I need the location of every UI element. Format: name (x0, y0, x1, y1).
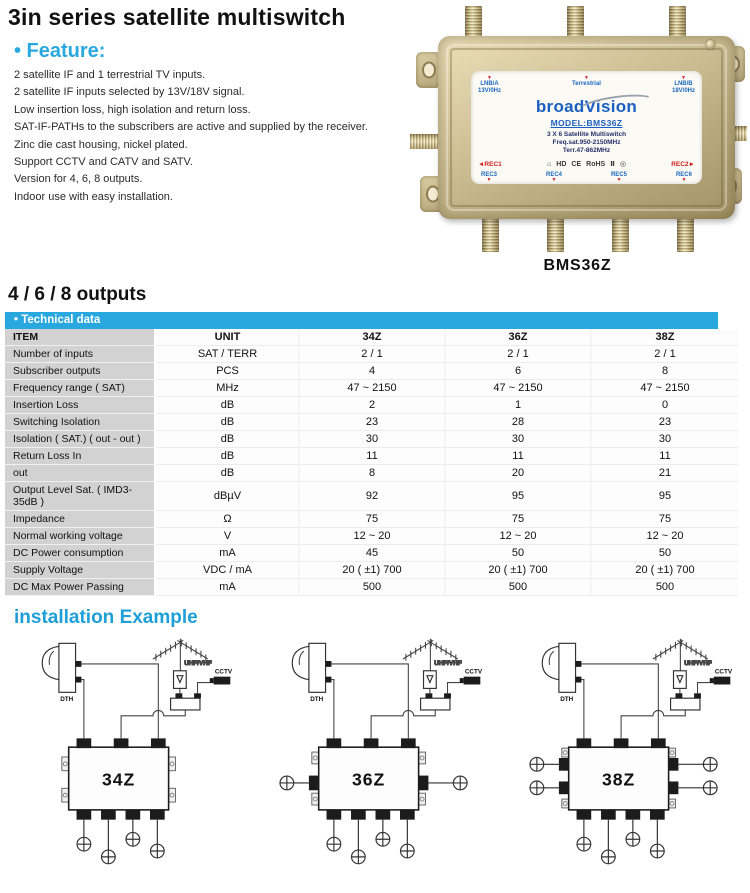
cert-mark-icon: ⌂ (547, 160, 552, 168)
model-text: MODEL:BMS36Z (550, 118, 623, 128)
technical-data-bar (5, 312, 718, 329)
spec-value-cell: 75 (592, 511, 738, 528)
arrow-down-icon: ▼ (584, 75, 589, 81)
top-section (0, 4, 750, 280)
device-description (478, 131, 695, 155)
port-text: Terrestrial (572, 81, 601, 87)
spec-value-cell: MHz (157, 380, 300, 397)
feature-item: 2 satellite IF inputs selected by 13V/18V signal. (14, 86, 245, 99)
spec-value-cell: 1 (446, 397, 592, 414)
screw-icon (706, 40, 715, 49)
feature-item: 2 satellite IF and 1 terrestrial TV inputs. (14, 69, 206, 81)
spec-row (5, 448, 738, 465)
spec-row (5, 528, 738, 545)
spec-row (5, 363, 738, 380)
spec-value-cell: 12 ~ 20 (592, 528, 738, 545)
multiswitch-box (309, 738, 429, 819)
spec-value-cell: 30 (300, 431, 446, 448)
spec-value-cell: 92 (300, 482, 446, 511)
rec-mid-row (478, 160, 695, 168)
spec-item-cell: DC Power consumption (5, 545, 157, 562)
spec-value-cell: 12 ~ 20 (446, 528, 592, 545)
cert-mark-icon: RoHS (586, 160, 606, 168)
combiner (421, 693, 451, 710)
dth-dish-icon (292, 643, 331, 703)
spec-value-cell: 500 (300, 579, 446, 596)
spec-item-cell: Supply Voltage (5, 562, 157, 579)
spec-value-cell: 47 ~ 2150 (446, 380, 592, 397)
spec-row (5, 380, 738, 397)
installation-diagrams (0, 629, 750, 881)
cctv-camera-icon (460, 669, 483, 685)
rec1-label: ◄REC1 (478, 160, 502, 168)
page-title: 3in series satellite multiswitch (8, 4, 346, 30)
arrow-down-icon: ▼ (681, 75, 686, 81)
spec-value-cell: dB (157, 448, 300, 465)
desc-line: 3 X 6 Satellite Multiswitch (546, 131, 627, 138)
column-header: UNIT (157, 329, 300, 346)
arrow-down-icon: ▼ (487, 75, 492, 81)
spec-value-cell: 8 (300, 465, 446, 482)
spec-value-cell: PCS (157, 363, 300, 380)
product-photo (410, 6, 745, 275)
spec-item-cell: Insertion Loss (5, 397, 157, 414)
spec-value-cell: V (157, 528, 300, 545)
spec-value-cell: 4 (300, 363, 446, 380)
cert-mark-icon: Ⅱ (610, 161, 615, 168)
f-connector-top (465, 6, 482, 40)
port-label-terrestrial (572, 76, 601, 95)
cctv-label: CCTV (464, 668, 483, 676)
spec-value-cell: Ω (157, 511, 300, 528)
f-connector-top (567, 6, 584, 40)
spec-value-cell: VDC / mA (157, 562, 300, 579)
rec-port-label: REC4 ▼ (545, 172, 562, 183)
diagram-36z (256, 631, 496, 881)
combiner (671, 693, 701, 710)
f-connector-bottom (547, 215, 564, 252)
spec-table-body (5, 346, 738, 596)
column-header: 36Z (446, 329, 592, 346)
port-text: LNB/B (674, 81, 693, 87)
spec-value-cell: SAT / TERR (157, 346, 300, 363)
spec-table (5, 329, 738, 596)
feature-item: Low insertion loss, high isolation and return loss. (14, 103, 251, 116)
spec-value-cell: 2 (300, 397, 446, 414)
spec-value-cell: 30 (446, 431, 592, 448)
column-header: 38Z (592, 329, 738, 346)
spec-value-cell: 95 (446, 482, 592, 511)
spec-row (5, 465, 738, 482)
spec-item-cell: Frequency range ( SAT) (5, 380, 157, 397)
cert-marks (547, 160, 626, 168)
desc-line: Terr.47-862MHz (562, 147, 611, 154)
mounting-hole (422, 62, 436, 79)
spec-row (5, 431, 738, 448)
spec-value-cell: 47 ~ 2150 (592, 380, 738, 397)
column-header: 34Z (300, 329, 446, 346)
cert-mark-icon: ◎ (619, 161, 626, 168)
spec-value-cell: dB (157, 431, 300, 448)
spec-item-cell: out (5, 465, 157, 482)
spec-value-cell: 30 (592, 431, 738, 448)
uhf-antenna-icon (653, 639, 712, 671)
dth-label: DTH (60, 696, 74, 704)
diagram-34z (6, 631, 246, 881)
feature-item: SAT-IF-PATHs to the subscribers are active and supplied by the receiver. (14, 121, 368, 134)
arrow-down-icon: ▼ (681, 177, 687, 183)
cctv-camera-icon (210, 669, 233, 685)
spec-value-cell: 500 (446, 579, 592, 596)
feature-item: Version for 4, 6, 8 outputs. (14, 173, 143, 186)
spec-item-cell: Normal working voltage (5, 528, 157, 545)
spec-item-cell: Isolation ( SAT.) ( out - out ) (5, 431, 157, 448)
spec-row (5, 579, 738, 596)
spec-value-cell: 23 (300, 414, 446, 431)
port-label-lnb-b (672, 76, 695, 95)
spec-value-cell: 20 ( ±1) 700 (592, 562, 738, 579)
spec-value-cell: 20 ( ±1) 700 (446, 562, 592, 579)
f-connector-bottom (677, 215, 694, 252)
spec-value-cell: 8 (592, 363, 738, 380)
output-terminals (77, 820, 164, 864)
dth-dish-icon (42, 643, 81, 703)
spec-table-header-row (5, 329, 738, 346)
spec-row (5, 414, 738, 431)
amplifier (424, 671, 437, 689)
port-text: LNB/A (480, 81, 499, 87)
feature-heading: • Feature: (14, 40, 106, 62)
spec-value-cell: 21 (592, 465, 738, 482)
spec-value-cell: 2 / 1 (446, 346, 592, 363)
combiner (171, 693, 201, 710)
spec-value-cell: 95 (592, 482, 738, 511)
technical-data-title: • Technical data (14, 314, 101, 326)
cert-mark-icon: HD (556, 160, 567, 168)
antenna-label: UHF/VHF (684, 659, 712, 667)
spec-value-cell: 2 / 1 (592, 346, 738, 363)
spec-value-cell: 0 (592, 397, 738, 414)
spec-value-cell: 47 ~ 2150 (300, 380, 446, 397)
arrow-down-icon: ▼ (616, 177, 622, 183)
rec2-label: REC2► (671, 160, 695, 168)
antenna-label: UHF/VHF (184, 659, 212, 667)
desc-line: Freq.sat.950-2150MHz (552, 139, 621, 146)
feature-list (14, 67, 404, 206)
spec-value-cell: 23 (592, 414, 738, 431)
spec-item-cell: DC Max Power Passing (5, 579, 157, 596)
spec-value-cell: 2 / 1 (300, 346, 446, 363)
spec-row (5, 562, 738, 579)
switch-label: 34Z (101, 769, 136, 790)
spec-value-cell: dBµV (157, 482, 300, 511)
spec-value-cell: 6 (446, 363, 592, 380)
spec-item-cell: Output Level Sat. ( IMD3-35dB ) (5, 482, 157, 511)
multiswitch-box (62, 738, 176, 819)
spec-value-cell: 75 (300, 511, 446, 528)
cctv-label: CCTV (714, 668, 733, 676)
multiswitch-device (410, 6, 745, 252)
top-port-labels (478, 76, 695, 95)
rec-port-label: REC5 ▼ (610, 172, 627, 183)
spec-row (5, 346, 738, 363)
brand-logo (478, 97, 695, 117)
product-caption: BMS36Z (543, 257, 612, 274)
dth-dish-icon (542, 643, 581, 703)
feature-item: Zinc die cast housing, nickel plated. (14, 138, 188, 151)
port-label-lnb-a (478, 76, 501, 95)
brand-text: broadVision (535, 97, 638, 116)
spec-value-cell: dB (157, 397, 300, 414)
diagram-38z (506, 631, 746, 881)
antenna-label: UHF/VHF (434, 659, 462, 667)
arrow-down-icon: ▼ (486, 177, 492, 183)
port-text: 13V/0Hz (478, 88, 502, 94)
spec-row (5, 397, 738, 414)
f-connector-bottom (612, 215, 629, 252)
amplifier (174, 671, 187, 689)
spec-value-cell: 500 (592, 579, 738, 596)
f-connector-side (410, 134, 440, 149)
spec-value-cell: 12 ~ 20 (300, 528, 446, 545)
spec-item-cell: Impedance (5, 511, 157, 528)
spec-row (5, 482, 738, 511)
cert-mark-icon: CE (571, 160, 582, 168)
spec-item-cell: Subscriber outputs (5, 363, 157, 380)
spec-value-cell: 11 (300, 448, 446, 465)
f-connector-top (669, 6, 686, 40)
spec-value-cell: 45 (300, 545, 446, 562)
spec-row (5, 511, 738, 528)
uhf-antenna-icon (153, 639, 212, 671)
spec-item-cell: Return Loss In (5, 448, 157, 465)
column-header: ITEM (5, 329, 157, 346)
feature-item: Support CCTV and CATV and SATV. (14, 156, 193, 169)
arrow-down-icon: ▼ (551, 177, 557, 183)
spec-row (5, 545, 738, 562)
switch-label: 36Z (351, 769, 386, 790)
feature-item: Indoor use with easy installation. (14, 190, 173, 203)
spec-value-cell: 50 (592, 545, 738, 562)
spec-value-cell: 11 (592, 448, 738, 465)
device-body (438, 36, 735, 219)
rec-port-label: REC6 ▼ (675, 172, 692, 183)
spec-value-cell: 20 (446, 465, 592, 482)
spec-item-cell: Number of inputs (5, 346, 157, 363)
spec-value-cell: dB (157, 465, 300, 482)
amplifier (674, 671, 687, 689)
spec-value-cell: 11 (446, 448, 592, 465)
spec-value-cell: 20 ( ±1) 700 (300, 562, 446, 579)
dth-label: DTH (310, 696, 324, 704)
cctv-label: CCTV (214, 668, 233, 676)
spec-value-cell: dB (157, 414, 300, 431)
multiswitch-box (559, 738, 679, 819)
spec-item-cell: Switching Isolation (5, 414, 157, 431)
spec-value-cell: 28 (446, 414, 592, 431)
cctv-camera-icon (710, 669, 733, 685)
spec-value-cell: mA (157, 579, 300, 596)
outputs-heading: 4 / 6 / 8 outputs (8, 284, 147, 305)
spec-value-cell: mA (157, 545, 300, 562)
rec-port-label: REC3 ▼ (481, 172, 498, 183)
rec-bottom-row (478, 172, 695, 183)
installation-heading: installation Example (14, 607, 198, 628)
f-connector-bottom (482, 215, 499, 252)
dth-label: DTH (560, 696, 574, 704)
spec-value-cell: 50 (446, 545, 592, 562)
port-text: 18V/0Hz (671, 88, 695, 94)
device-label (471, 71, 702, 184)
uhf-antenna-icon (403, 639, 462, 671)
switch-label: 38Z (601, 769, 636, 790)
spec-value-cell: 75 (446, 511, 592, 528)
